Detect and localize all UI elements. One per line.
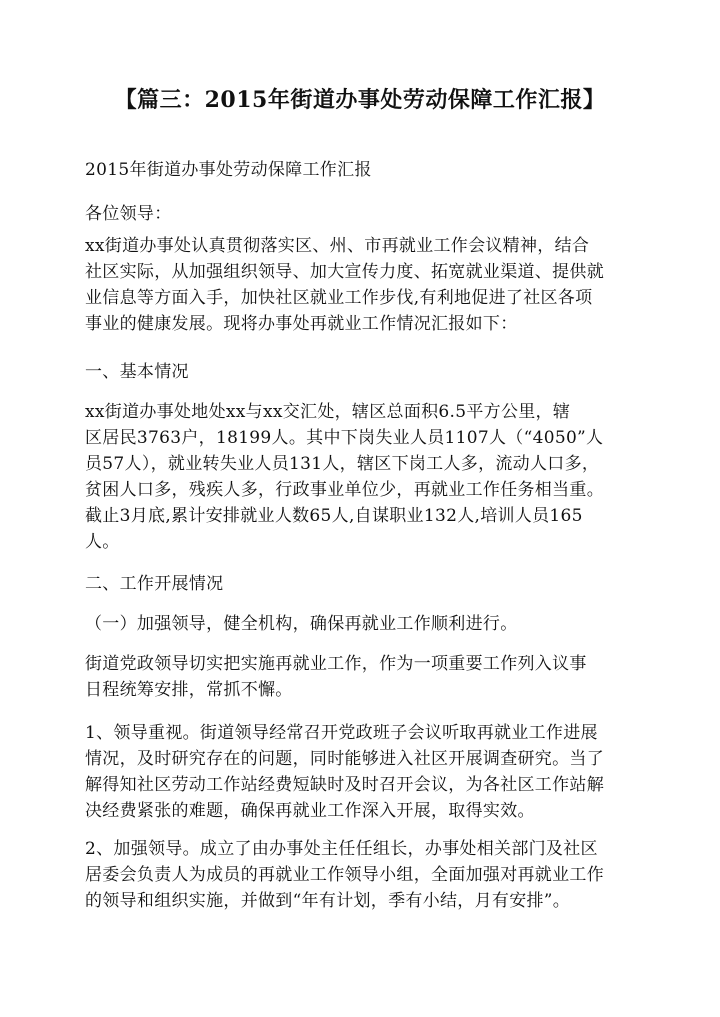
text-line: 街道党政领导切实把实施再就业工作，作为一项重要工作列入议事 — [85, 654, 587, 674]
text-line: 业信息等方面入手，加快社区就业工作步伐,有利地促进了社区各项 — [85, 288, 593, 308]
paragraph-basic-info — [85, 399, 641, 555]
text-line: 1、领导重视。街道领导经常召开党政班子会议听取再就业工作进展 — [85, 723, 598, 743]
text-line: 截止3月底,累计安排就业人数65人,自谋职业132人,培训人员165 — [85, 506, 583, 526]
text-line: xx街道办事处地处xx与xx交汇处，辖区总面积6.5平方公里，辖 — [85, 402, 571, 422]
paragraph-leadership-attention — [85, 720, 641, 824]
section-heading-work: 二、工作开展情况 — [85, 574, 224, 594]
section-heading-basic: 一、基本情况 — [85, 362, 189, 382]
paragraph-strengthen-leadership — [85, 836, 641, 914]
text-line: 事业的健康发展。现将办事处再就业工作情况汇报如下： — [85, 314, 518, 334]
text-line: 人。 — [85, 532, 120, 552]
text-line: 日程统筹安排，常抓不懈。 — [85, 680, 293, 700]
subsection-heading-leadership: （一）加强领导，健全机构，确保再就业工作顺利进行。 — [85, 614, 518, 634]
text-line: xx街道办事处认真贯彻落实区、州、市再就业工作会议精神，结合 — [85, 236, 590, 256]
text-line: 的领导和组织实施，并做到“年有计划，季有小结，月有安排”。 — [85, 891, 571, 911]
text-line: 情况，及时研究存在的问题，同时能够进入社区开展调查研究。当了 — [85, 749, 604, 769]
text-line: 员57人），就业转失业人员131人，辖区下岗工人多，流动人口多， — [85, 454, 600, 474]
report-subtitle: 2015年街道办事处劳动保障工作汇报 — [85, 160, 372, 180]
paragraph-intro — [85, 233, 641, 337]
text-line: 解得知社区劳动工作站经费短缺时及时召开会议，为各社区工作站解 — [85, 775, 604, 795]
text-line: 区居民3763户，18199人。其中下岗失业人员1107人（“4050”人 — [85, 428, 604, 448]
salutation: 各位领导： — [85, 204, 172, 224]
text-line: 贫困人口多，残疾人多，行政事业单位少，再就业工作任务相当重。 — [85, 480, 604, 500]
text-line: 决经费紧张的难题，确保再就业工作深入开展，取得实效。 — [85, 801, 535, 821]
text-line: 2、加强领导。成立了由办事处主任任组长，办事处相关部门及社区 — [85, 839, 598, 859]
paragraph-party-leadership — [85, 651, 641, 703]
text-line: 社区实际，从加强组织领导、加大宣传力度、拓宽就业渠道、提供就 — [85, 262, 604, 282]
text-line: 居委会负责人为成员的再就业工作领导小组，全面加强对再就业工作 — [85, 865, 604, 885]
document-title: 【篇三：2015年街道办事处劳动保障工作汇报】 — [114, 87, 606, 113]
